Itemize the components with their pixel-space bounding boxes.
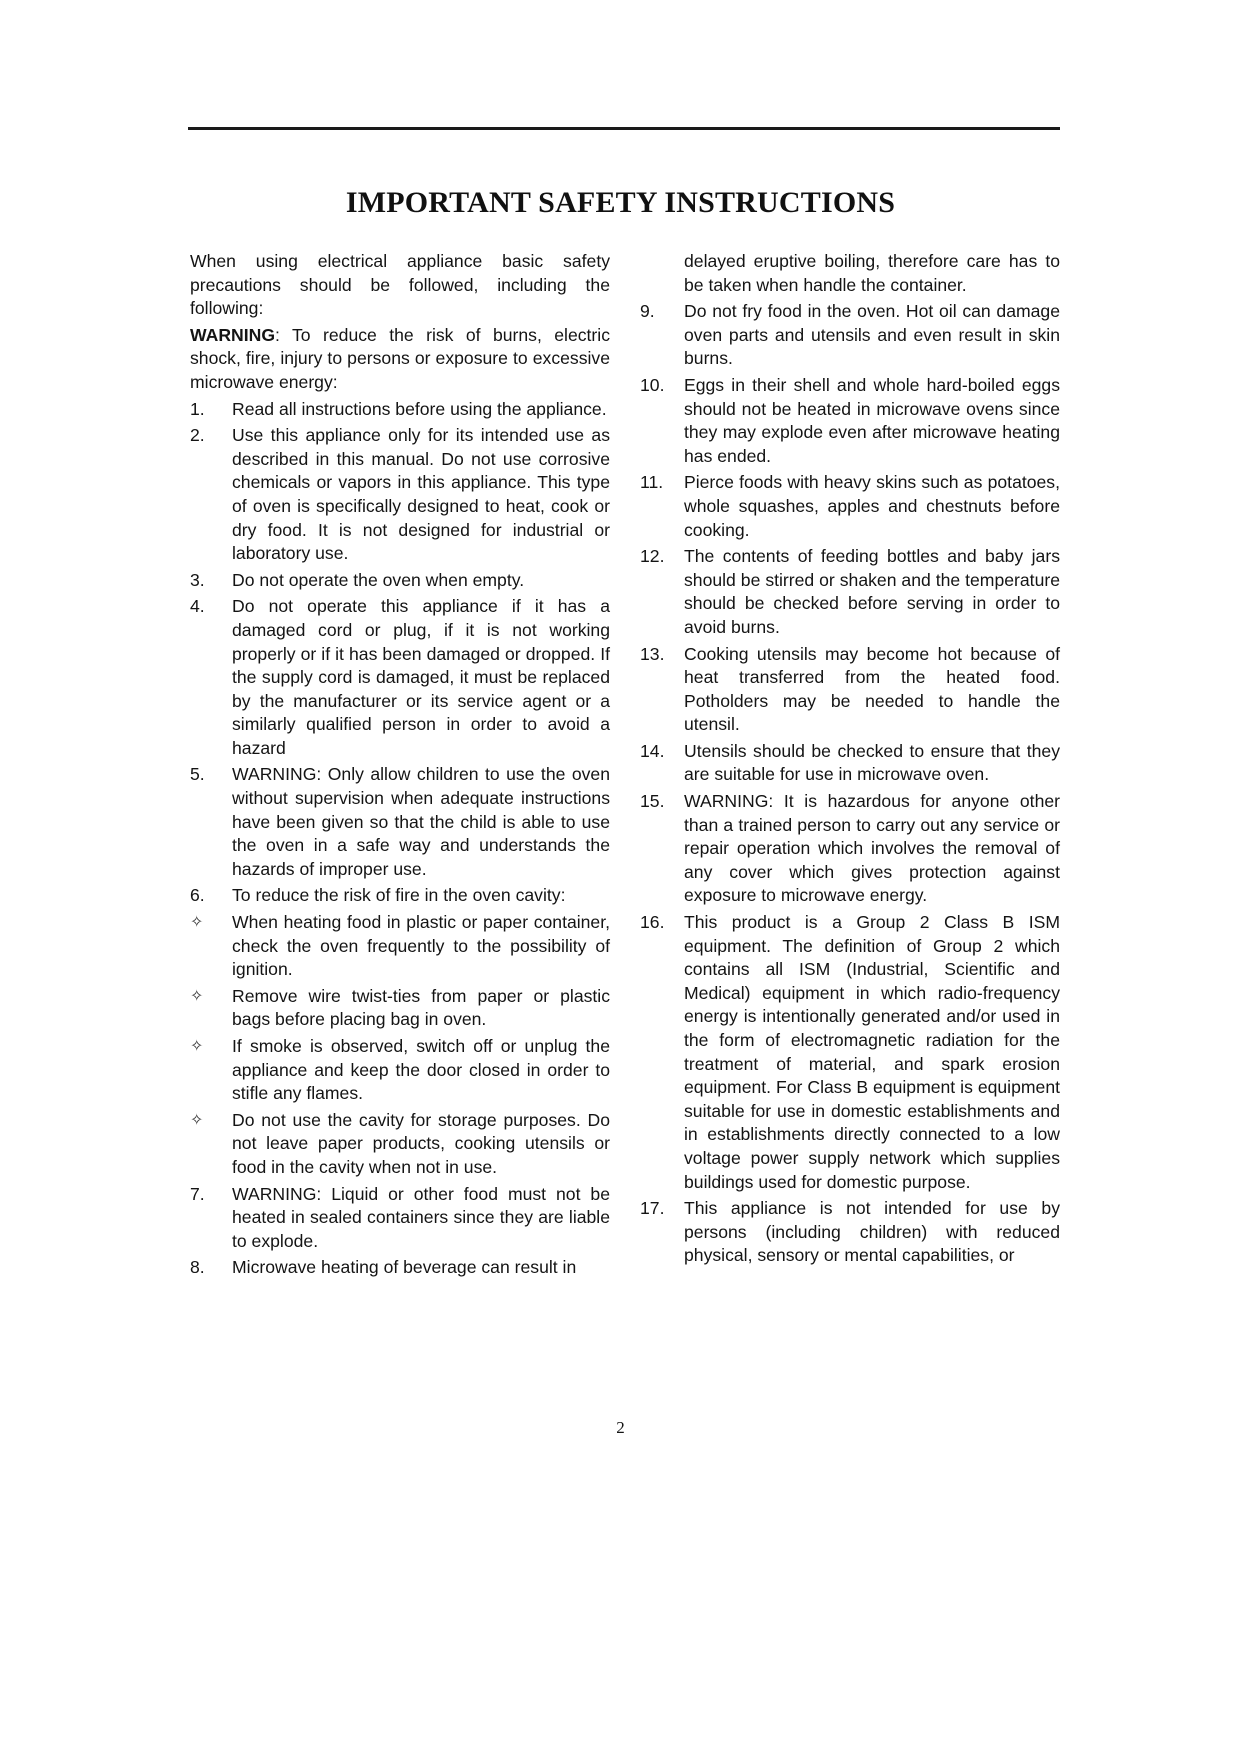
instruction-item	[640, 300, 1060, 371]
instruction-item	[640, 911, 1060, 1194]
page-number: 2	[616, 1418, 625, 1437]
bullet-item	[190, 985, 610, 1032]
item-text: Eggs in their shell and whole hard-boiled eggs should not be heated in microwave ovens since they may explode even after microwave heating has ended.	[684, 374, 1060, 466]
item-number: 17.	[640, 1198, 665, 1219]
item-number: 1.	[190, 398, 205, 419]
item-text: Cooking utensils may become hot because of heat transferred from the heated food. Potholders may be needed to handle the utensil.	[684, 643, 1060, 735]
item-text: Utensils should be checked to ensure that they are suitable for use in microwave oven.	[684, 740, 1060, 785]
item-text: Do not operate this appliance if it has a damaged cord or plug, if it is not working properly or if it has been damaged or dropped. If the supply cord is damaged, it must be replaced by the manufacturer or its service agent or a similarly qualified person in order to avoid a hazard	[232, 596, 610, 758]
warning-paragraph	[190, 324, 610, 395]
item-text: Do not fry food in the oven. Hot oil can damage oven parts and utensils and even result in skin burns.	[684, 301, 1060, 369]
item-text: Use this appliance only for its intended use as described in this manual. Do not use corrosive chemicals or vapors in this appliance. This type of oven is specifically designed to heat, cook or dry food. It is not designed for industrial or laboratory use.	[232, 425, 610, 564]
item-number: 7.	[190, 1183, 205, 1204]
instruction-item	[190, 595, 610, 760]
diamond-bullet-icon: ✧	[190, 987, 204, 1005]
instruction-item	[190, 1256, 610, 1280]
item-text: WARNING: Liquid or other food must not be heated in sealed containers since they are liable to explode.	[232, 1183, 610, 1251]
item-number: 12.	[640, 546, 665, 567]
right-column	[640, 250, 1060, 1271]
item-text: Pierce foods with heavy skins such as potatoes, whole squashes, apples and chestnuts before cooking.	[684, 472, 1060, 540]
item-text: To reduce the risk of fire in the oven cavity:	[232, 885, 566, 906]
item-text: Do not operate the oven when empty.	[232, 569, 525, 590]
warning-label: WARNING	[190, 324, 276, 345]
instruction-item	[640, 545, 1060, 639]
bullet-text: Do not use the cavity for storage purposes. Do not leave paper products, cooking utensils or food in the cavity when not in use.	[232, 1109, 610, 1177]
item-text: The contents of feeding bottles and baby jars should be stirred or shaken and the temperature should be checked before serving in order to avoid burns.	[684, 546, 1060, 637]
instruction-item	[190, 1183, 610, 1254]
instruction-item	[640, 471, 1060, 542]
item-number: 2.	[190, 425, 205, 446]
left-column	[190, 250, 610, 1283]
instruction-item	[190, 424, 610, 566]
instruction-item	[640, 790, 1060, 908]
continued-text: delayed eruptive boiling, therefore care has to be taken when handle the container.	[684, 251, 1060, 295]
bullet-item	[190, 1109, 610, 1180]
instruction-item	[190, 763, 610, 881]
bullet-item	[190, 911, 610, 982]
item-number: 4.	[190, 596, 205, 617]
item-number: 14.	[640, 740, 665, 761]
page-title: IMPORTANT SAFETY INSTRUCTIONS	[345, 186, 896, 219]
bullet-text: Remove wire twist-ties from paper or plastic bags before placing bag in oven.	[232, 985, 610, 1030]
diamond-bullet-icon: ✧	[190, 1038, 204, 1055]
instruction-item	[640, 643, 1060, 737]
item-number: 6.	[190, 885, 205, 906]
instruction-item	[190, 569, 610, 593]
item-number: 13.	[640, 643, 665, 664]
intro-paragraph: When using electrical appliance basic safety precautions should be followed, including the following:	[190, 251, 610, 319]
diamond-bullet-icon: ✧	[190, 914, 204, 932]
item-number: 8.	[190, 1257, 205, 1278]
bullet-text: When heating food in plastic or paper container, check the oven frequently to the possibility of ignition.	[232, 912, 610, 980]
item-number: 11.	[640, 472, 664, 493]
instruction-item	[640, 374, 1060, 468]
item-text: Read all instructions before using the appliance.	[232, 398, 607, 419]
instruction-item	[640, 1197, 1060, 1268]
instruction-item	[640, 740, 1060, 787]
header-rule	[188, 127, 1060, 130]
item-text: WARNING: Only allow children to use the oven without supervision when adequate instructions have been given so that the child is able to use the oven in a safe way and understands the hazards of improper use.	[232, 764, 610, 879]
bullet-item	[190, 1035, 610, 1106]
item-text: Microwave heating of beverage can result in	[232, 1257, 577, 1278]
item-number: 3.	[190, 569, 205, 590]
warning-text: : To reduce the risk of burns, electric shock, fire, injury to persons or exposure to excessive microwave energy:	[190, 324, 610, 392]
item-number: 16.	[640, 912, 665, 933]
item-text: WARNING: It is hazardous for anyone other than a trained person to carry out any service or repair operation which involves the removal of any cover which gives protection against exposure to microwave energy.	[684, 791, 1060, 906]
item-number: 10.	[640, 374, 665, 395]
bullet-text: If smoke is observed, switch off or unplug the appliance and keep the door closed in order to stifle any flames.	[232, 1036, 610, 1104]
item-number: 5.	[190, 764, 205, 785]
item-number: 15.	[640, 791, 665, 812]
instruction-item	[190, 398, 610, 422]
instruction-item	[190, 884, 610, 908]
item-text: This appliance is not intended for use by persons (including children) with reduced physical, sensory or mental capabilities, or	[684, 1198, 1060, 1266]
diamond-bullet-icon: ✧	[190, 1111, 204, 1129]
item-text: This product is a Group 2 Class B ISM equipment. The definition of Group 2 which contains all ISM (Industrial, Scientific and Medical) equipment in which radio-frequency energy is intentionally generated and/or used in the form of electromagnetic radiation for the treatment of material, and spark erosion equipment. For Class B equipment is equipment suitable for use in domestic establishments and in establishments directly connected to a low voltage power supply network which supplies buildings used for domestic purpose.	[684, 912, 1060, 1192]
item-number: 9.	[640, 301, 655, 322]
